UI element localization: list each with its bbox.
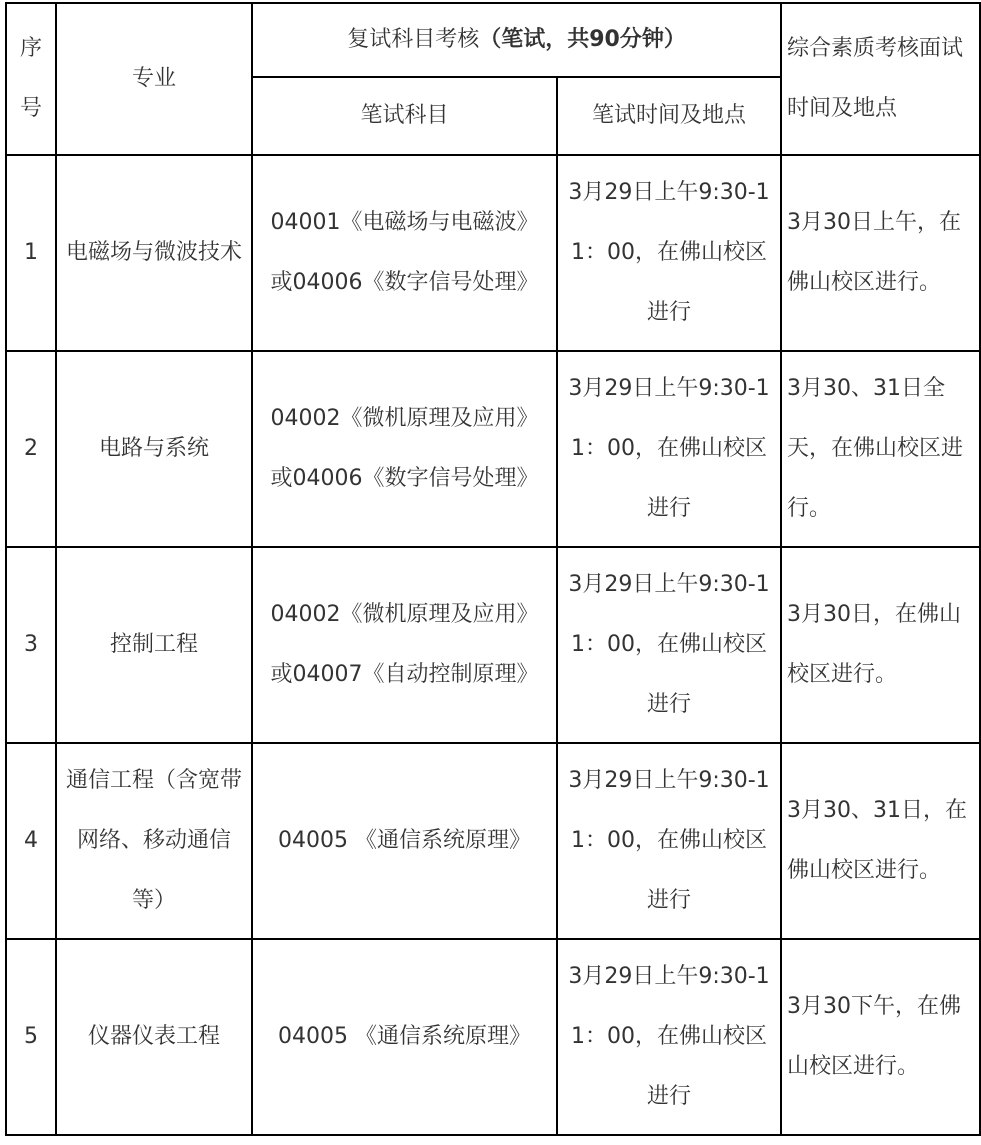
cell-subject xyxy=(252,351,557,547)
subject-line: 04002《微机原理及应用》 xyxy=(270,602,539,627)
header-exam-time: 笔试时间及地点 xyxy=(557,77,781,155)
cell-exam-time: 3月29日上午9:30-11：00，在佛山校区进行 xyxy=(557,939,781,1135)
cell-major: 电磁场与微波技术 xyxy=(56,155,252,351)
cell-seq: 1 xyxy=(6,155,56,351)
cell-subject: 04005 《通信系统原理》 xyxy=(252,939,557,1135)
header-seq: 序号 xyxy=(6,3,56,155)
cell-major: 仪器仪表工程 xyxy=(56,939,252,1135)
header-row-1 xyxy=(6,3,980,77)
header-exam-group-label: 复试科目考核 xyxy=(347,27,480,52)
cell-interview: 3月30下午，在佛山校区进行。 xyxy=(781,939,980,1135)
cell-seq: 3 xyxy=(6,547,56,743)
exam-schedule-table xyxy=(5,2,981,1136)
cell-subject: 04005 《通信系统原理》 xyxy=(252,743,557,939)
cell-major: 控制工程 xyxy=(56,547,252,743)
table-row xyxy=(6,155,980,351)
cell-seq: 4 xyxy=(6,743,56,939)
table-row xyxy=(6,351,980,547)
header-exam-group xyxy=(252,3,781,77)
cell-exam-time: 3月29日上午9:30-11：00，在佛山校区进行 xyxy=(557,547,781,743)
table-row xyxy=(6,743,980,939)
header-subject: 笔试科目 xyxy=(252,77,557,155)
cell-exam-time: 3月29日上午9:30-11：00，在佛山校区进行 xyxy=(557,155,781,351)
table-row xyxy=(6,547,980,743)
subject-line: 或04007《自动控制原理》 xyxy=(270,662,539,687)
header-interview: 综合素质考核面试时间及地点 xyxy=(781,3,980,155)
cell-interview: 3月30日上午，在佛山校区进行。 xyxy=(781,155,980,351)
subject-line: 04002《微机原理及应用》 xyxy=(270,406,539,431)
cell-seq: 2 xyxy=(6,351,56,547)
cell-interview: 3月30、31日，在佛山校区进行。 xyxy=(781,743,980,939)
subject-line: 04001《电磁场与电磁波》 xyxy=(270,210,539,235)
cell-interview: 3月30、31日全天，在佛山校区进行。 xyxy=(781,351,980,547)
cell-exam-time: 3月29日上午9:30-11：00，在佛山校区进行 xyxy=(557,743,781,939)
subject-line: 或04006《数字信号处理》 xyxy=(270,466,539,491)
cell-major: 通信工程（含宽带网络、移动通信等） xyxy=(56,743,252,939)
cell-exam-time: 3月29日上午9:30-11：00，在佛山校区进行 xyxy=(557,351,781,547)
cell-seq: 5 xyxy=(6,939,56,1135)
cell-subject xyxy=(252,547,557,743)
header-major: 专业 xyxy=(56,3,252,155)
subject-line: 或04006《数字信号处理》 xyxy=(270,270,539,295)
table-row xyxy=(6,939,980,1135)
cell-interview: 3月30日，在佛山校区进行。 xyxy=(781,547,980,743)
cell-major: 电路与系统 xyxy=(56,351,252,547)
cell-subject xyxy=(252,155,557,351)
header-exam-group-note: （笔试，共90分钟） xyxy=(479,27,686,52)
